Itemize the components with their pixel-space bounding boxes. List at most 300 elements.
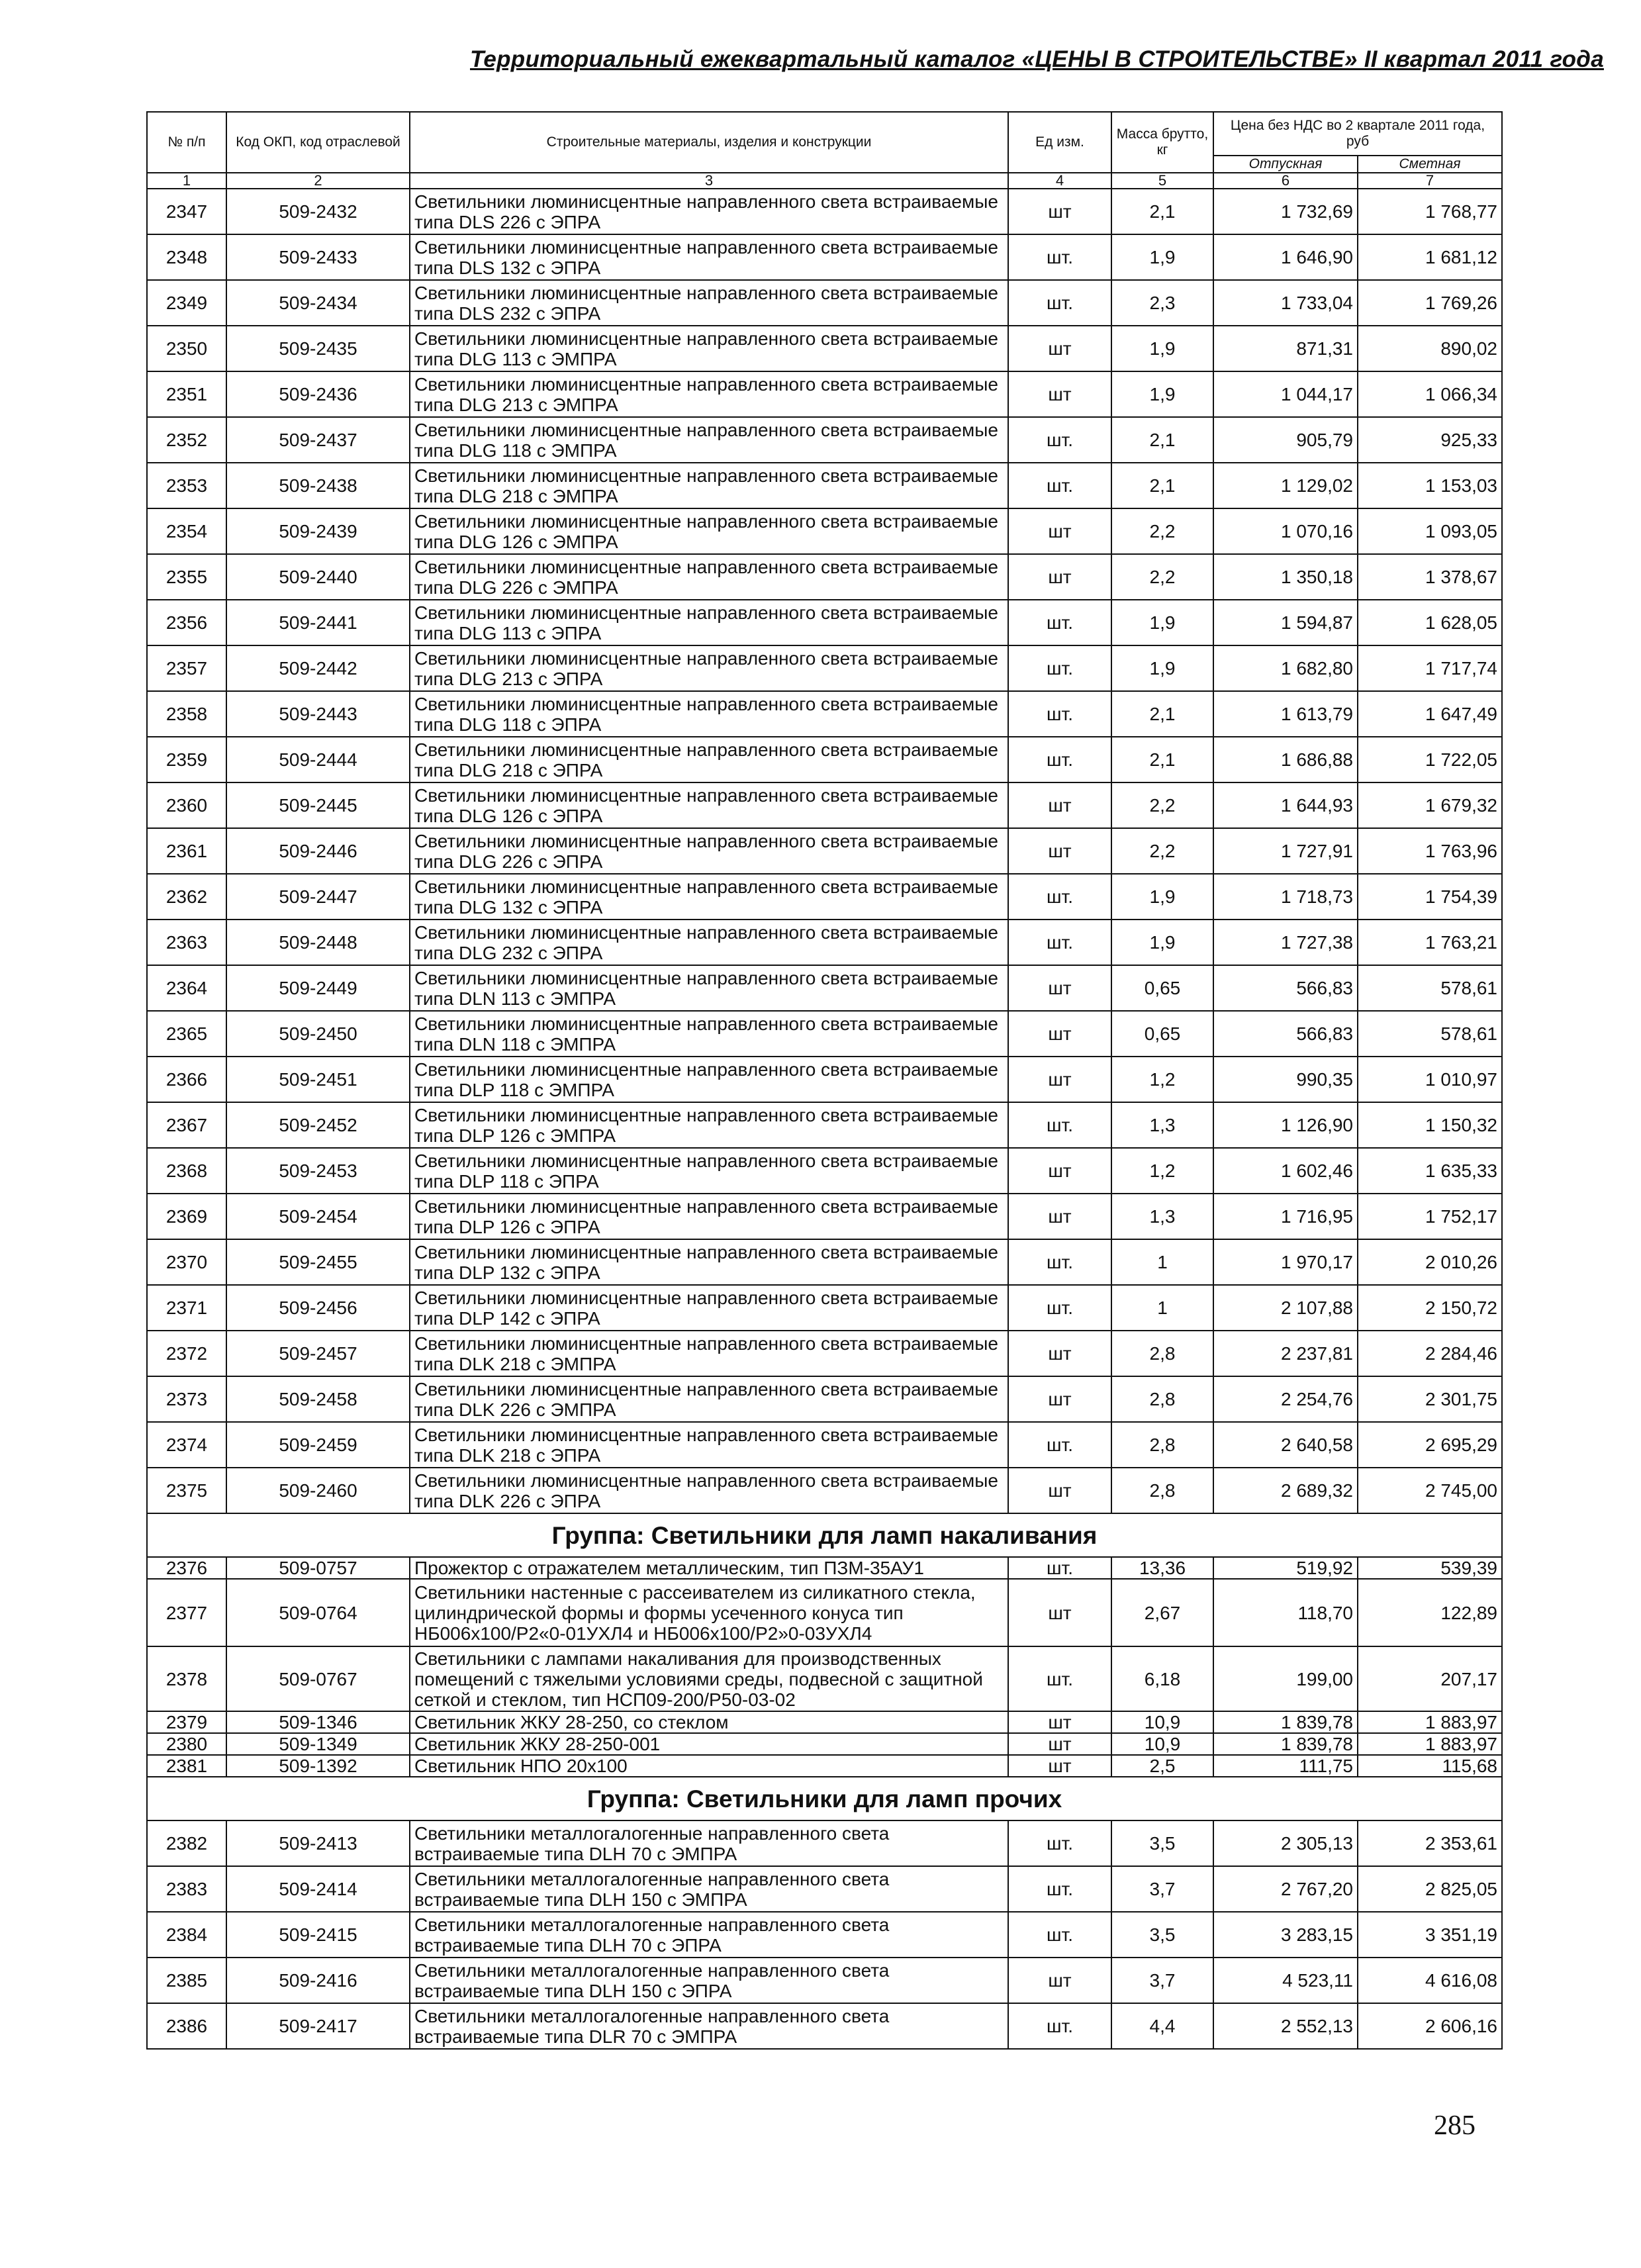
okp-code-cell: 509-2451 bbox=[226, 1057, 410, 1102]
row-number-cell: 2358 bbox=[147, 691, 226, 737]
mass-cell: 0,65 bbox=[1111, 965, 1213, 1011]
estimate-price-cell: 925,33 bbox=[1358, 417, 1502, 463]
unit-cell: шт bbox=[1008, 1331, 1111, 1376]
col-header-num: № п/п bbox=[147, 112, 226, 173]
mass-cell: 1,9 bbox=[1111, 920, 1213, 965]
estimate-price-cell: 122,89 bbox=[1358, 1579, 1502, 1646]
price-table-head bbox=[147, 112, 1502, 189]
table-row bbox=[147, 1011, 1502, 1057]
unit-cell: шт bbox=[1008, 1468, 1111, 1513]
estimate-price-cell: 1 754,39 bbox=[1358, 874, 1502, 920]
okp-code-cell: 509-2459 bbox=[226, 1422, 410, 1468]
release-price-cell: 1 350,18 bbox=[1213, 554, 1358, 600]
okp-code-cell: 509-2448 bbox=[226, 920, 410, 965]
col-header-estimate-price: Сметная bbox=[1358, 156, 1502, 173]
estimate-price-cell: 3 351,19 bbox=[1358, 1912, 1502, 1958]
unit-cell: шт bbox=[1008, 1011, 1111, 1057]
material-name-cell: Светильники люминисцентные направленного света встраиваемые типа DLK 218 с ЭПРА bbox=[410, 1422, 1008, 1468]
okp-code-cell: 509-2444 bbox=[226, 737, 410, 782]
price-table-body-fluorescent bbox=[147, 189, 1502, 1513]
estimate-price-cell: 1 883,97 bbox=[1358, 1711, 1502, 1733]
release-price-cell: 1 970,17 bbox=[1213, 1239, 1358, 1285]
release-price-cell: 1 646,90 bbox=[1213, 234, 1358, 280]
release-price-cell: 1 686,88 bbox=[1213, 737, 1358, 782]
unit-cell: шт. bbox=[1008, 1646, 1111, 1711]
estimate-price-cell: 1 010,97 bbox=[1358, 1057, 1502, 1102]
col-header-name: Строительные материалы, изделия и конструкции bbox=[410, 112, 1008, 173]
okp-code-cell: 509-2442 bbox=[226, 645, 410, 691]
table-row bbox=[147, 1755, 1502, 1777]
material-name-cell: Светильники люминисцентные направленного света встраиваемые типа DLP 126 с ЭПРА bbox=[410, 1194, 1008, 1239]
table-row bbox=[147, 1422, 1502, 1468]
mass-cell: 1,9 bbox=[1111, 645, 1213, 691]
unit-cell: шт. bbox=[1008, 280, 1111, 326]
release-price-cell: 1 126,90 bbox=[1213, 1102, 1358, 1148]
release-price-cell: 2 254,76 bbox=[1213, 1376, 1358, 1422]
unit-cell: шт bbox=[1008, 1579, 1111, 1646]
material-name-cell: Светильники люминисцентные направленного света встраиваемые типа DLG 213 с ЭПРА bbox=[410, 645, 1008, 691]
mass-cell: 1,9 bbox=[1111, 600, 1213, 645]
okp-code-cell: 509-2439 bbox=[226, 508, 410, 554]
estimate-price-cell: 1 150,32 bbox=[1358, 1102, 1502, 1148]
table-row bbox=[147, 874, 1502, 920]
price-table-body-incandescent bbox=[147, 1557, 1502, 1777]
okp-code-cell: 509-2449 bbox=[226, 965, 410, 1011]
mass-cell: 2,5 bbox=[1111, 1755, 1213, 1777]
okp-code-cell: 509-2436 bbox=[226, 371, 410, 417]
mass-cell: 0,65 bbox=[1111, 1011, 1213, 1057]
material-name-cell: Светильники люминисцентные направленного света встраиваемые типа DLG 232 с ЭПРА bbox=[410, 920, 1008, 965]
material-name-cell: Светильники люминисцентные направленного света встраиваемые типа DLG 126 с ЭМПРА bbox=[410, 508, 1008, 554]
row-number-cell: 2369 bbox=[147, 1194, 226, 1239]
row-number-cell: 2384 bbox=[147, 1912, 226, 1958]
table-row bbox=[147, 280, 1502, 326]
material-name-cell: Светильники люминисцентные направленного света встраиваемые типа DLG 126 с ЭПРА bbox=[410, 782, 1008, 828]
unit-cell: шт bbox=[1008, 965, 1111, 1011]
material-name-cell: Прожектор с отражателем металлическим, тип ПЗМ-35АУ1 bbox=[410, 1557, 1008, 1579]
estimate-price-cell: 1 093,05 bbox=[1358, 508, 1502, 554]
release-price-cell: 2 689,32 bbox=[1213, 1468, 1358, 1513]
row-number-cell: 2361 bbox=[147, 828, 226, 874]
material-name-cell: Светильники люминисцентные направленного света встраиваемые типа DLG 226 с ЭМПРА bbox=[410, 554, 1008, 600]
row-number-cell: 2374 bbox=[147, 1422, 226, 1468]
row-number-cell: 2356 bbox=[147, 600, 226, 645]
table-row bbox=[147, 1148, 1502, 1194]
material-name-cell: Светильники люминисцентные направленного света встраиваемые типа DLK 226 с ЭМПРА bbox=[410, 1376, 1008, 1422]
release-price-cell: 905,79 bbox=[1213, 417, 1358, 463]
col-number-cell: 7 bbox=[1358, 173, 1502, 189]
estimate-price-cell: 578,61 bbox=[1358, 1011, 1502, 1057]
material-name-cell: Светильники люминисцентные направленного света встраиваемые типа DLS 132 с ЭПРА bbox=[410, 234, 1008, 280]
estimate-price-cell: 890,02 bbox=[1358, 326, 1502, 371]
row-number-cell: 2368 bbox=[147, 1148, 226, 1194]
table-row bbox=[147, 1733, 1502, 1755]
mass-cell: 3,5 bbox=[1111, 1820, 1213, 1866]
okp-code-cell: 509-2454 bbox=[226, 1194, 410, 1239]
row-number-cell: 2352 bbox=[147, 417, 226, 463]
row-number-cell: 2366 bbox=[147, 1057, 226, 1102]
unit-cell: шт. bbox=[1008, 600, 1111, 645]
release-price-cell: 1 839,78 bbox=[1213, 1733, 1358, 1755]
release-price-cell: 566,83 bbox=[1213, 1011, 1358, 1057]
estimate-price-cell: 578,61 bbox=[1358, 965, 1502, 1011]
okp-code-cell: 509-1392 bbox=[226, 1755, 410, 1777]
release-price-cell: 118,70 bbox=[1213, 1579, 1358, 1646]
mass-cell: 1,3 bbox=[1111, 1194, 1213, 1239]
mass-cell: 10,9 bbox=[1111, 1711, 1213, 1733]
table-row bbox=[147, 645, 1502, 691]
row-number-cell: 2357 bbox=[147, 645, 226, 691]
mass-cell: 13,36 bbox=[1111, 1557, 1213, 1579]
row-number-cell: 2385 bbox=[147, 1958, 226, 2003]
table-row bbox=[147, 371, 1502, 417]
unit-cell: шт bbox=[1008, 1148, 1111, 1194]
mass-cell: 2,8 bbox=[1111, 1331, 1213, 1376]
material-name-cell: Светильники люминисцентные направленного света встраиваемые типа DLG 118 с ЭМПРА bbox=[410, 417, 1008, 463]
material-name-cell: Светильники люминисцентные направленного света встраиваемые типа DLP 118 с ЭПРА bbox=[410, 1148, 1008, 1194]
row-number-cell: 2380 bbox=[147, 1733, 226, 1755]
okp-code-cell: 509-2441 bbox=[226, 600, 410, 645]
material-name-cell: Светильники люминисцентные направленного света встраиваемые типа DLG 218 с ЭМПРА bbox=[410, 463, 1008, 508]
release-price-cell: 2 305,13 bbox=[1213, 1820, 1358, 1866]
mass-cell: 1,9 bbox=[1111, 234, 1213, 280]
table-row bbox=[147, 920, 1502, 965]
estimate-price-cell: 1 153,03 bbox=[1358, 463, 1502, 508]
okp-code-cell: 509-2432 bbox=[226, 189, 410, 234]
page-number: 285 bbox=[1434, 2110, 1476, 2141]
unit-cell: шт bbox=[1008, 1376, 1111, 1422]
unit-cell: шт bbox=[1008, 1057, 1111, 1102]
release-price-cell: 990,35 bbox=[1213, 1057, 1358, 1102]
material-name-cell: Светильники металлогалогенные направленного света встраиваемые типа DLH 70 с ЭМПРА bbox=[410, 1820, 1008, 1866]
table-row bbox=[147, 1646, 1502, 1711]
table-row bbox=[147, 1866, 1502, 1912]
material-name-cell: Светильники люминисцентные направленного света встраиваемые типа DLG 113 с ЭМПРА bbox=[410, 326, 1008, 371]
table-row bbox=[147, 463, 1502, 508]
estimate-price-cell: 2 150,72 bbox=[1358, 1285, 1502, 1331]
table-row bbox=[147, 1376, 1502, 1422]
material-name-cell: Светильники люминисцентные направленного света встраиваемые типа DLS 226 с ЭПРА bbox=[410, 189, 1008, 234]
okp-code-cell: 509-2433 bbox=[226, 234, 410, 280]
unit-cell: шт bbox=[1008, 508, 1111, 554]
mass-cell: 2,1 bbox=[1111, 417, 1213, 463]
mass-cell: 2,1 bbox=[1111, 189, 1213, 234]
table-row bbox=[147, 554, 1502, 600]
table-row bbox=[147, 737, 1502, 782]
release-price-cell: 1 716,95 bbox=[1213, 1194, 1358, 1239]
unit-cell: шт. bbox=[1008, 920, 1111, 965]
estimate-price-cell: 1 066,34 bbox=[1358, 371, 1502, 417]
okp-code-cell: 509-2458 bbox=[226, 1376, 410, 1422]
material-name-cell: Светильник НПО 20х100 bbox=[410, 1755, 1008, 1777]
group-row-other bbox=[147, 1777, 1502, 1820]
material-name-cell: Светильники металлогалогенные направленного света встраиваемые типа DLH 150 с ЭМПРА bbox=[410, 1866, 1008, 1912]
unit-cell: шт bbox=[1008, 1958, 1111, 2003]
col-number-cell: 4 bbox=[1008, 173, 1111, 189]
row-number-cell: 2383 bbox=[147, 1866, 226, 1912]
table-row bbox=[147, 326, 1502, 371]
mass-cell: 2,2 bbox=[1111, 554, 1213, 600]
material-name-cell: Светильники люминисцентные направленного света встраиваемые типа DLP 126 с ЭМПРА bbox=[410, 1102, 1008, 1148]
mass-cell: 1,9 bbox=[1111, 371, 1213, 417]
okp-code-cell: 509-2460 bbox=[226, 1468, 410, 1513]
estimate-price-cell: 2 745,00 bbox=[1358, 1468, 1502, 1513]
estimate-price-cell: 2 825,05 bbox=[1358, 1866, 1502, 1912]
release-price-cell: 1 839,78 bbox=[1213, 1711, 1358, 1733]
mass-cell: 2,2 bbox=[1111, 828, 1213, 874]
row-number-cell: 2379 bbox=[147, 1711, 226, 1733]
estimate-price-cell: 1 681,12 bbox=[1358, 234, 1502, 280]
col-header-release-price: Отпускная bbox=[1213, 156, 1358, 173]
mass-cell: 3,7 bbox=[1111, 1958, 1213, 2003]
estimate-price-cell: 1 717,74 bbox=[1358, 645, 1502, 691]
row-number-cell: 2354 bbox=[147, 508, 226, 554]
release-price-cell: 2 237,81 bbox=[1213, 1331, 1358, 1376]
release-price-cell: 1 644,93 bbox=[1213, 782, 1358, 828]
unit-cell: шт bbox=[1008, 828, 1111, 874]
okp-code-cell: 509-2457 bbox=[226, 1331, 410, 1376]
release-price-cell: 519,92 bbox=[1213, 1557, 1358, 1579]
row-number-cell: 2381 bbox=[147, 1755, 226, 1777]
okp-code-cell: 509-2417 bbox=[226, 2003, 410, 2049]
unit-cell: шт bbox=[1008, 1755, 1111, 1777]
okp-code-cell: 509-2415 bbox=[226, 1912, 410, 1958]
table-row bbox=[147, 2003, 1502, 2049]
estimate-price-cell: 2 606,16 bbox=[1358, 2003, 1502, 2049]
table-row bbox=[147, 1468, 1502, 1513]
release-price-cell: 2 107,88 bbox=[1213, 1285, 1358, 1331]
row-number-cell: 2373 bbox=[147, 1376, 226, 1422]
row-number-cell: 2350 bbox=[147, 326, 226, 371]
estimate-price-cell: 1 647,49 bbox=[1358, 691, 1502, 737]
okp-code-cell: 509-2456 bbox=[226, 1285, 410, 1331]
estimate-price-cell: 207,17 bbox=[1358, 1646, 1502, 1711]
release-price-cell: 111,75 bbox=[1213, 1755, 1358, 1777]
table-row bbox=[147, 782, 1502, 828]
col-number-cell: 1 bbox=[147, 173, 226, 189]
okp-code-cell: 509-0767 bbox=[226, 1646, 410, 1711]
okp-code-cell: 509-2435 bbox=[226, 326, 410, 371]
unit-cell: шт bbox=[1008, 371, 1111, 417]
mass-cell: 2,2 bbox=[1111, 508, 1213, 554]
release-price-cell: 1 727,91 bbox=[1213, 828, 1358, 874]
table-row bbox=[147, 691, 1502, 737]
row-number-cell: 2376 bbox=[147, 1557, 226, 1579]
material-name-cell: Светильники люминисцентные направленного света встраиваемые типа DLN 113 с ЭМПРА bbox=[410, 965, 1008, 1011]
material-name-cell: Светильник ЖКУ 28-250-001 bbox=[410, 1733, 1008, 1755]
material-name-cell: Светильники с лампами накаливания для производственных помещений с тяжелыми условиями среды, подвесной с защитной сеткой и стеклом, тип НСП09-200/Р50-03-02 bbox=[410, 1646, 1008, 1711]
col-header-mass: Масса брутто, кг bbox=[1111, 112, 1213, 173]
estimate-price-cell: 2 695,29 bbox=[1358, 1422, 1502, 1468]
estimate-price-cell: 4 616,08 bbox=[1358, 1958, 1502, 2003]
row-number-cell: 2363 bbox=[147, 920, 226, 965]
estimate-price-cell: 2 010,26 bbox=[1358, 1239, 1502, 1285]
row-number-cell: 2351 bbox=[147, 371, 226, 417]
okp-code-cell: 509-2440 bbox=[226, 554, 410, 600]
estimate-price-cell: 2 284,46 bbox=[1358, 1331, 1502, 1376]
okp-code-cell: 509-2434 bbox=[226, 280, 410, 326]
mass-cell: 1 bbox=[1111, 1239, 1213, 1285]
mass-cell: 3,5 bbox=[1111, 1912, 1213, 1958]
mass-cell: 1,3 bbox=[1111, 1102, 1213, 1148]
unit-cell: шт. bbox=[1008, 1102, 1111, 1148]
unit-cell: шт bbox=[1008, 326, 1111, 371]
material-name-cell: Светильники настенные с рассеивателем из силикатного стекла, цилиндрической формы и формы усеченного конуса тип НБ006х100/Р2«0-01УХЛ4 и НБ006х100/Р2»0-03УХЛ4 bbox=[410, 1579, 1008, 1646]
material-name-cell: Светильники люминисцентные направленного света встраиваемые типа DLG 213 с ЭМПРА bbox=[410, 371, 1008, 417]
okp-code-cell: 509-0757 bbox=[226, 1557, 410, 1579]
estimate-price-cell: 1 763,96 bbox=[1358, 828, 1502, 874]
okp-code-cell: 509-0764 bbox=[226, 1579, 410, 1646]
row-number-cell: 2367 bbox=[147, 1102, 226, 1148]
mass-cell: 2,2 bbox=[1111, 782, 1213, 828]
material-name-cell: Светильники люминисцентные направленного света встраиваемые типа DLP 132 с ЭПРА bbox=[410, 1239, 1008, 1285]
material-name-cell: Светильники люминисцентные направленного света встраиваемые типа DLG 132 с ЭПРА bbox=[410, 874, 1008, 920]
row-number-cell: 2365 bbox=[147, 1011, 226, 1057]
table-row bbox=[147, 1711, 1502, 1733]
row-number-cell: 2386 bbox=[147, 2003, 226, 2049]
okp-code-cell: 509-2445 bbox=[226, 782, 410, 828]
unit-cell: шт bbox=[1008, 1733, 1111, 1755]
unit-cell: шт. bbox=[1008, 417, 1111, 463]
table-row bbox=[147, 1239, 1502, 1285]
unit-cell: шт bbox=[1008, 1711, 1111, 1733]
price-table-body-other bbox=[147, 1820, 1502, 2049]
price-table bbox=[146, 111, 1503, 2050]
okp-code-cell: 509-2452 bbox=[226, 1102, 410, 1148]
release-price-cell: 1 613,79 bbox=[1213, 691, 1358, 737]
estimate-price-cell: 2 353,61 bbox=[1358, 1820, 1502, 1866]
row-number-cell: 2371 bbox=[147, 1285, 226, 1331]
material-name-cell: Светильник ЖКУ 28-250, со стеклом bbox=[410, 1711, 1008, 1733]
col-header-unit: Ед изм. bbox=[1008, 112, 1111, 173]
table-row bbox=[147, 1102, 1502, 1148]
row-number-cell: 2382 bbox=[147, 1820, 226, 1866]
row-number-cell: 2353 bbox=[147, 463, 226, 508]
mass-cell: 2,67 bbox=[1111, 1579, 1213, 1646]
table-row bbox=[147, 1331, 1502, 1376]
material-name-cell: Светильники люминисцентные направленного света встраиваемые типа DLG 113 с ЭПРА bbox=[410, 600, 1008, 645]
row-number-cell: 2378 bbox=[147, 1646, 226, 1711]
okp-code-cell: 509-2453 bbox=[226, 1148, 410, 1194]
unit-cell: шт. bbox=[1008, 463, 1111, 508]
unit-cell: шт. bbox=[1008, 1285, 1111, 1331]
catalog-header-title: Территориальный ежеквартальный каталог «ЦЕНЫ В СТРОИТЕЛЬСТВЕ» II квартал 2011 года bbox=[470, 46, 1604, 72]
row-number-cell: 2377 bbox=[147, 1579, 226, 1646]
table-row bbox=[147, 600, 1502, 645]
unit-cell: шт. bbox=[1008, 1820, 1111, 1866]
col-number-cell: 5 bbox=[1111, 173, 1213, 189]
unit-cell: шт bbox=[1008, 554, 1111, 600]
material-name-cell: Светильники металлогалогенные направленного света встраиваемые типа DLR 70 с ЭМПРА bbox=[410, 2003, 1008, 2049]
col-header-price: Цена без НДС во 2 квартале 2011 года, руб bbox=[1213, 112, 1502, 156]
release-price-cell: 1 682,80 bbox=[1213, 645, 1358, 691]
release-price-cell: 1 733,04 bbox=[1213, 280, 1358, 326]
release-price-cell: 1 044,17 bbox=[1213, 371, 1358, 417]
okp-code-cell: 509-2437 bbox=[226, 417, 410, 463]
material-name-cell: Светильники люминисцентные направленного света встраиваемые типа DLK 218 с ЭМПРА bbox=[410, 1331, 1008, 1376]
table-row bbox=[147, 1579, 1502, 1646]
release-price-cell: 1 727,38 bbox=[1213, 920, 1358, 965]
group-title-other: Группа: Светильники для ламп прочих bbox=[147, 1777, 1502, 1820]
group-title-incandescent: Группа: Светильники для ламп накаливания bbox=[147, 1513, 1502, 1557]
release-price-cell: 871,31 bbox=[1213, 326, 1358, 371]
estimate-price-cell: 1 635,33 bbox=[1358, 1148, 1502, 1194]
release-price-cell: 4 523,11 bbox=[1213, 1958, 1358, 2003]
estimate-price-cell: 1 763,21 bbox=[1358, 920, 1502, 965]
estimate-price-cell: 1 883,97 bbox=[1358, 1733, 1502, 1755]
row-number-cell: 2372 bbox=[147, 1331, 226, 1376]
okp-code-cell: 509-2455 bbox=[226, 1239, 410, 1285]
estimate-price-cell: 1 768,77 bbox=[1358, 189, 1502, 234]
unit-cell: шт bbox=[1008, 782, 1111, 828]
unit-cell: шт. bbox=[1008, 737, 1111, 782]
mass-cell: 2,8 bbox=[1111, 1422, 1213, 1468]
estimate-price-cell: 1 378,67 bbox=[1358, 554, 1502, 600]
col-number-cell: 3 bbox=[410, 173, 1008, 189]
okp-code-cell: 509-2438 bbox=[226, 463, 410, 508]
estimate-price-cell: 1 679,32 bbox=[1358, 782, 1502, 828]
unit-cell: шт. bbox=[1008, 1866, 1111, 1912]
row-number-cell: 2347 bbox=[147, 189, 226, 234]
table-row bbox=[147, 189, 1502, 234]
material-name-cell: Светильники металлогалогенные направленного света встраиваемые типа DLH 70 с ЭПРА bbox=[410, 1912, 1008, 1958]
estimate-price-cell: 115,68 bbox=[1358, 1755, 1502, 1777]
material-name-cell: Светильники люминисцентные направленного света встраиваемые типа DLP 142 с ЭПРА bbox=[410, 1285, 1008, 1331]
estimate-price-cell: 2 301,75 bbox=[1358, 1376, 1502, 1422]
release-price-cell: 2 767,20 bbox=[1213, 1866, 1358, 1912]
row-number-cell: 2355 bbox=[147, 554, 226, 600]
table-row bbox=[147, 1057, 1502, 1102]
table-row bbox=[147, 508, 1502, 554]
table-row bbox=[147, 828, 1502, 874]
material-name-cell: Светильники люминисцентные направленного света встраиваемые типа DLG 226 с ЭПРА bbox=[410, 828, 1008, 874]
table-row bbox=[147, 1194, 1502, 1239]
unit-cell: шт bbox=[1008, 1194, 1111, 1239]
release-price-cell: 1 070,16 bbox=[1213, 508, 1358, 554]
estimate-price-cell: 1 752,17 bbox=[1358, 1194, 1502, 1239]
release-price-cell: 566,83 bbox=[1213, 965, 1358, 1011]
table-row bbox=[147, 965, 1502, 1011]
mass-cell: 2,3 bbox=[1111, 280, 1213, 326]
mass-cell: 2,1 bbox=[1111, 691, 1213, 737]
table-row bbox=[147, 1958, 1502, 2003]
material-name-cell: Светильники люминисцентные направленного света встраиваемые типа DLS 232 с ЭПРА bbox=[410, 280, 1008, 326]
col-header-code: Код ОКП, код отраслевой bbox=[226, 112, 410, 173]
mass-cell: 4,4 bbox=[1111, 2003, 1213, 2049]
row-number-cell: 2360 bbox=[147, 782, 226, 828]
okp-code-cell: 509-2450 bbox=[226, 1011, 410, 1057]
row-number-cell: 2364 bbox=[147, 965, 226, 1011]
material-name-cell: Светильники люминисцентные направленного света встраиваемые типа DLN 118 с ЭМПРА bbox=[410, 1011, 1008, 1057]
table-row bbox=[147, 1912, 1502, 1958]
mass-cell: 3,7 bbox=[1111, 1866, 1213, 1912]
table-row bbox=[147, 1557, 1502, 1579]
col-number-cell: 6 bbox=[1213, 173, 1358, 189]
unit-cell: шт. bbox=[1008, 1557, 1111, 1579]
mass-cell: 6,18 bbox=[1111, 1646, 1213, 1711]
row-number-cell: 2370 bbox=[147, 1239, 226, 1285]
mass-cell: 2,8 bbox=[1111, 1376, 1213, 1422]
release-price-cell: 1 732,69 bbox=[1213, 189, 1358, 234]
row-number-cell: 2375 bbox=[147, 1468, 226, 1513]
estimate-price-cell: 1 628,05 bbox=[1358, 600, 1502, 645]
unit-cell: шт. bbox=[1008, 645, 1111, 691]
mass-cell: 1,9 bbox=[1111, 326, 1213, 371]
unit-cell: шт. bbox=[1008, 1912, 1111, 1958]
table-row bbox=[147, 417, 1502, 463]
unit-cell: шт. bbox=[1008, 874, 1111, 920]
mass-cell: 10,9 bbox=[1111, 1733, 1213, 1755]
